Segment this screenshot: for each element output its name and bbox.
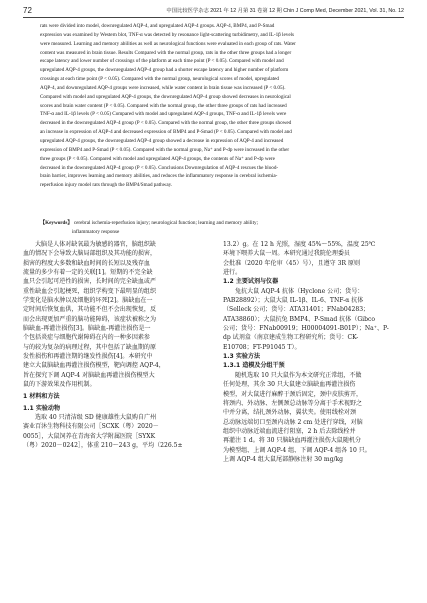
abstract-line: content was measured in brain tissue. Results Compared with the normal group, rats in the other three groups had a longer: [40, 49, 292, 56]
keywords-label: 【Keywords】: [40, 220, 73, 226]
body-text-line: 脑缺血-再灌注损伤[3]。脑缺血-再灌注损伤是一: [23, 325, 151, 333]
abstract-line: Compared with model and upregulated AQP-4 groups, the downregulated AQP-4 group showed decreases in neurological: [40, 93, 291, 100]
abstract-line: scores and brain water content (P < 0.05). Compared with the normal group, the other three groups of rats had increased: [40, 102, 287, 109]
abstract-line: escape latency and lower number of crossings of the platform at each time point (P < 0.05). Compared with model and: [40, 58, 284, 65]
body-text-line: 而会出现更加严重的脑功能障碍，该症状被称之为: [23, 315, 157, 323]
abstract-line: expression was examined by Western blot, TNF-α was detected by resonance light-scattering turbidimetry, and IL-1β levels: [40, 31, 295, 38]
body-text-line: 13.2）g。在 12 h 光照，湿度 45%～55%，温度 25℃: [223, 241, 376, 248]
body-text-line: 个包括炎症与细胞代谢障碍在内的一种多因素参: [23, 334, 150, 342]
abstract-line: brain barrier, improves learning and memory abilities, and reduces the inflammatory response in cerebral ischemia-: [40, 173, 278, 180]
body-text-line: 组织中动脉近端血流进行阻塞，2 h 后去除线栓并: [223, 427, 356, 435]
body-text-line: （Selleck 公司；货号：ATA31401；FNab04283；: [223, 306, 370, 314]
keywords-block: [40, 219, 397, 236]
body-text-line: 重性缺血会引起梗死，组织学构变下最明显的组织: [23, 287, 157, 295]
body-text-line: 为模型组、上调 AQP-4 组、下调 AQP-4 组各 10 只。: [223, 446, 371, 454]
english-abstract: [40, 22, 397, 190]
body-text-line: 学变化是脑水肿以及细胞的坏死[2]。脑缺血在一: [23, 297, 153, 305]
body-text-line: 发性损伤和再灌注期的继发性损伤[4]。本研究中: [23, 353, 153, 361]
running-header: [23, 5, 404, 18]
abstract-line: rats were divided into model, downregulated AQP-4, and upregulated AQP-4 groups. AQP-4, BMP4, and P-Smad: [40, 23, 275, 29]
abstract-line: AQP-4, and downregulated AQP-4 groups were increased, while water content in brain tissue was increased (P < 0.05).: [40, 84, 286, 91]
body-text-line: 与的较为复杂的病理过程，其中包括了缺血期的原: [23, 343, 157, 351]
body-text-line: 选取 40 只清洁级 SD 健康雄性大鼠购自广州: [35, 413, 157, 421]
keywords-line: [40, 219, 397, 228]
body-text-line: 公司；货号：FNab00919；H00004091-B01P）；Na⁺、P-: [223, 325, 389, 333]
left-column: [23, 240, 203, 450]
body-text-line: 赛业百沐生物科技有限公司［SCXK（粤）2020－: [23, 423, 159, 431]
abstract-line: upregulated AQP-4 groups, the downregulated AQP-4 group had a shorter escape latency and higher number of platform: [40, 67, 289, 74]
subsection-heading: 1.3.1 造模及分组干预: [223, 362, 285, 370]
body-text-line: 血只会引起可逆性的损害，长时间的完全缺血或严: [23, 278, 157, 286]
body-text-line: 将颈内、外动脉、左侧颈总动脉等分离于手术视野之: [223, 399, 363, 407]
abstract-line: crossings at each time point (P < 0.05). Compared with the normal group, neurological scores of model, upregulated: [40, 76, 279, 83]
body-text-line: 再灌注 1 d。将 30 只脑缺血再灌注损伤大鼠随机分: [223, 437, 361, 445]
abstract-line: three groups (P < 0.05). Compared with model and upregulated AQP-4 groups, the contents of Na⁺ and P-dp were: [40, 155, 275, 162]
journal-header: 中国比较医学杂志 2021 年 12 月第 31 卷第 12 期 Chin J Comp Med, December 2021, Vol. 31, No. 12: [166, 8, 404, 14]
body-text-line: 旨在探究下调 AQP-4 对脑缺血再灌注损伤模型大: [23, 371, 155, 379]
abstract-line: expression of BMP4 and P-Smad (P < 0.05). Compared with the normal group, Na⁺ and P-dp were increased in the other: [40, 146, 290, 153]
abstract-line: were measured. Learning and memory abilities as well as neurological functions were evaluated in each group of rats. Water: [40, 40, 296, 47]
body-text-line: 兔抗大鼠 AQP-4 抗体（Hyclone 公司；货号：: [235, 287, 364, 295]
right-column: [223, 240, 403, 464]
body-text-line: 上调 AQP-4 组大鼠尾部静脉注射 30 mg/kg: [223, 455, 344, 463]
body-text-line: 会批准（2020 年伦审（45）号），且遵守 3R 原则: [223, 259, 361, 267]
subsection-heading: 1.3 实验方法: [223, 353, 261, 361]
body-text-line: 总动脉远端切口至颈内动脉 2 cm 处进行穿线，对脑: [223, 418, 363, 426]
keywords-text: cerebral ischemia-reperfusion injury; neurological function; learning and memory ability;: [73, 220, 259, 226]
abstract-line: upregulated AQP-4 groups, the downregulated AQP-4 group showed a decrease in expression of AQP-4 and increased: [40, 137, 284, 144]
body-text-line: 损害的程度大多数和缺血时间的长短以及残存血: [23, 259, 150, 267]
body-text-line: dp 试剂盒（南京建成生物工程研究所；货号：CK-: [223, 334, 359, 342]
body-text-line: 中并分离，结扎颈外动脉，翼状夹。使用线栓对颈: [223, 409, 357, 417]
body-text-line: 随机选取 10 只大鼠作为本文研究正常组，不做: [235, 371, 362, 379]
page-number: 72: [23, 6, 32, 15]
body-text-line: 流量的多少有着一定的关联[1]。短期的不完全缺: [23, 269, 153, 277]
body-text-line: 任何处理，其余 30 只大鼠建立脑缺血再灌注损伤: [223, 381, 356, 389]
body-text-line: PAB28892）；大鼠大鼠 IL-1β、IL-6、TNF-α 抗体: [223, 297, 364, 305]
body-text-line: ATA38860）；大鼠抗兔 BMP4、P-Smad 抗体（Gibco: [223, 315, 375, 323]
subsection-heading: 1.1 实验动物: [23, 404, 61, 412]
body-text-line: 定时间后恢复血供，其功能不但不会出现恢复，反: [23, 306, 157, 314]
body-text-line: 大脑是人体对缺氧最为敏感的器官，脑组织缺: [35, 241, 156, 248]
body-text-line: E10708；FT-P91045 T）。: [223, 343, 301, 351]
body-text-line: 进行。: [223, 269, 242, 277]
keywords-line: inflammatory response: [72, 228, 120, 235]
abstract-line: decreased in the downregulated AQP-4 group (P < 0.05). Conclusions Downregulation of AQP-4 rescues the blood-: [40, 164, 279, 171]
body-text-line: 建立大鼠脑缺血再灌注损伤模型，靶向调控 AQP-4，: [23, 362, 165, 370]
body-text-line: 模型，对大鼠进行麻醉于颈后固定，颈中皮肤剪开，: [223, 390, 363, 398]
abstract-line: an increase in expression of AQP-4 and decreased expression of BMP4 and P-Smad (P < 0.05). Compared with model and: [40, 129, 292, 136]
abstract-line: TNF-α and IL-1β levels (P < 0.05) Compared with model and upregulated AQP-4 groups, TNF-α and IL-1β levels were: [40, 111, 287, 118]
body-text-line: 血的情况下会导致大脑局部组织及其功能的损害，: [23, 250, 157, 258]
body-text-line: 鼠的下游效果及作用机制。: [23, 381, 96, 389]
abstract-line: decreased in the downregulated AQP-4 group (P < 0.05). Compared with the normal group, the other three groups showed: [40, 120, 292, 127]
body-text-line: 环境下喂养大鼠一周。本研究通过我院伦理委员: [223, 250, 350, 258]
body-text-line: （粤）2020－0242］，体重 210～243 g，平均（226.5±: [23, 441, 183, 449]
section-heading: 1 材料和方法: [23, 392, 60, 400]
abstract-line: reperfusion injury model rats through the BMP4/Smad pathway.: [40, 182, 173, 189]
body-text-line: 0055］，大鼠饲养在青海省大学附属医院［SYXK: [23, 432, 156, 440]
subsection-heading: 1.2 主要试剂与仪器: [223, 278, 279, 286]
